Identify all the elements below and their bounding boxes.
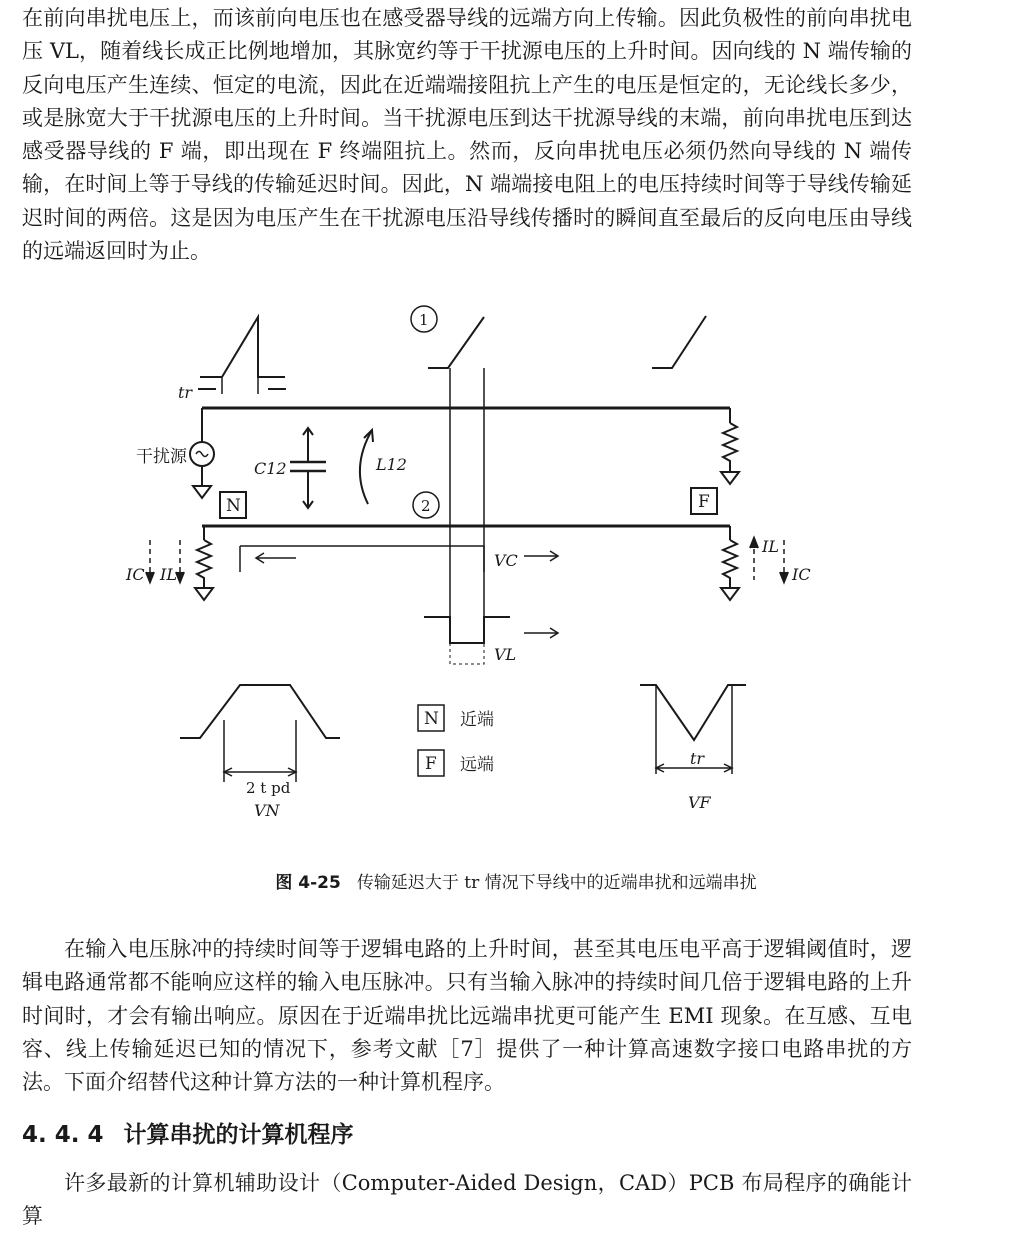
crosstalk-diagram <box>0 290 1032 850</box>
legend-far-label: 远端 <box>460 755 494 775</box>
far-ground-symbol <box>721 472 739 484</box>
legend-f-letter: F <box>425 754 437 774</box>
crosstalk-figure <box>0 290 1032 850</box>
c12-label: C12 <box>254 459 287 478</box>
near-il-label: IL <box>160 565 177 584</box>
vl-label: VL <box>494 645 517 664</box>
section-number: 4. 4. 4 <box>22 1122 104 1148</box>
l12-label: L12 <box>376 455 407 474</box>
far-pulse-waveform <box>652 316 706 368</box>
vn-waveform <box>180 685 340 738</box>
paragraph-intro: 在前向串扰电压上，而该前向电压也在感受器导线的远端方向上传输。因此负极性的前向串扰电压 VL，随着线长成正比例地增加，其脉宽约等于干扰源电压的上升时间。因向线的 N 端传输的反向电压产生连续、恒定的电流，因此在近端端接阻抗上产生的电压是恒定的，无论线长多少，或是脉宽大于干扰源电压的上升时间。当干扰源电压到达干扰源导线的末端，前向串扰电压到达感受器导线的 F 端，即出现在 F 终端阻抗上。然而，反向串扰电压必须仍然向导线的 N 端传输，在时间上等于导线的传输延迟时间。因此，N 端端接电阻上的电压持续时间等于导线传输延迟时间的两倍。这是因为电压产生在干扰源电压沿导线传播时的瞬间直至最后的反向电压由导线的远端返回时为止。 <box>22 6 912 264</box>
source-pulse-waveform <box>200 317 285 377</box>
near-ic-label: IC <box>126 565 145 584</box>
marker-1-label: 1 <box>419 311 429 329</box>
source-label: 干扰源 <box>136 447 187 467</box>
marker-2-label: 2 <box>421 497 431 515</box>
section-title: 计算串扰的计算机程序 <box>123 1122 354 1148</box>
vf-label: VF <box>688 793 711 812</box>
vl-pulse <box>424 617 510 643</box>
n-box-label: N <box>226 496 241 516</box>
figure-caption <box>0 868 1032 893</box>
source-ground-symbol <box>193 486 211 498</box>
paragraph-logic: 在输入电压脉冲的持续时间等于逻辑电路的上升时间，甚至其电压电平高于逻辑阈值时，逻辑电路通常都不能响应这样的输入电压脉冲。只有当输入脉冲的持续时间几倍于逻辑电路的上升时间时，才会有输出响应。原因在于近端串扰比远端串扰更可能产生 EMI 现象。在互感、互电容、线上传输延迟已知的情况下，参考文献［7］提供了一种计算高速数字接口电路串扰的方法。下面介绍替代这种计算方法的一种计算机程序。 <box>22 937 912 1095</box>
far-ic-label: IC <box>792 565 811 584</box>
near-ground-symbol <box>195 588 213 600</box>
tpd-label: 2 t pd <box>246 779 291 797</box>
section-heading <box>22 1116 354 1149</box>
far-victim-ground-symbol <box>721 588 739 600</box>
l12-curve <box>360 430 372 504</box>
f-box-label: F <box>698 492 710 512</box>
caption-label: 图 4-25 <box>275 873 341 893</box>
legend-near-label: 近端 <box>460 710 494 730</box>
far-il-label: IL <box>762 537 779 556</box>
legend-n-letter: N <box>424 709 439 729</box>
caption-text: 传输延迟大于 tr 情况下导线中的近端串扰和远端串扰 <box>356 873 757 893</box>
tr-label: tr <box>178 383 193 402</box>
far-termination-resistor <box>723 423 737 466</box>
paragraph-cad: 许多最新的计算机辅助设计（Computer-Aided Design，CAD）PCB 布局程序的确能计算 <box>22 1171 912 1229</box>
vc-label: VC <box>494 551 518 570</box>
far-victim-resistor <box>723 540 737 582</box>
vn-label: VN <box>254 801 280 820</box>
tr-far-label: tr <box>690 749 705 768</box>
near-termination-resistor <box>197 540 211 582</box>
